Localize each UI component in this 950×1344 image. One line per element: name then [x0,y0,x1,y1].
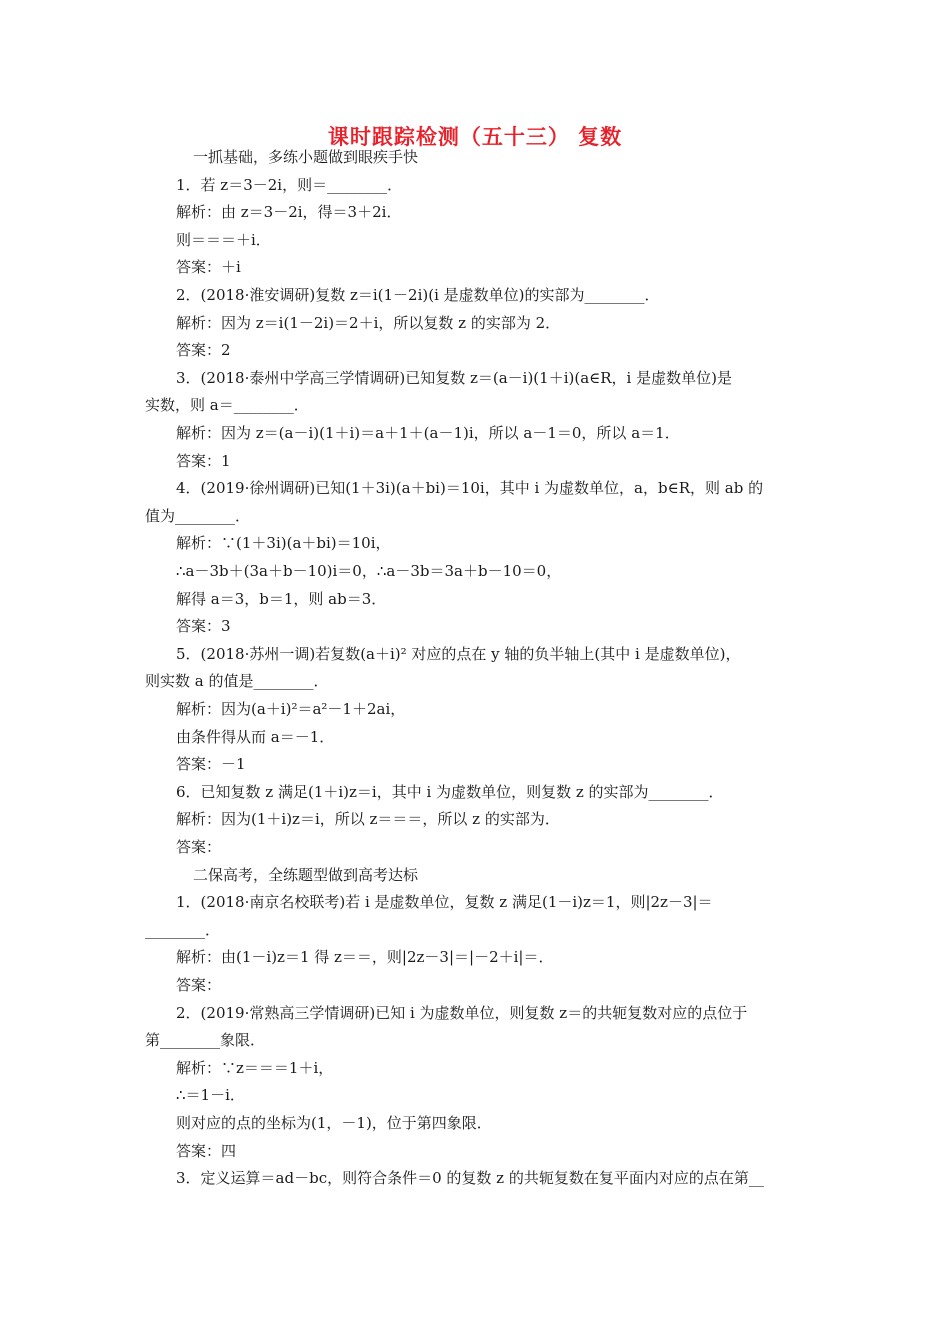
question-line: 4．(2019·徐州调研)已知(1＋3i)(a＋bi)＝10i，其中 i 为虚数单位，a，b∈R，则 ab 的 [176,479,764,498]
section-heading: 一抓基础，多练小题做到眼疾手快 [193,148,419,166]
question-line: 1．若 z＝3－2i，则＝________． [176,175,403,194]
question-line: ________． [145,920,221,939]
solution-line: 解析：因为(a＋i)²＝a²－1＋2ai， [176,700,406,718]
answer-line: 答案：－1 [176,755,246,774]
solution-line: 则＝＝＝＋i． [176,230,271,249]
answer-line: 答案：2 [176,341,231,360]
answer-line: 答案： [176,838,222,856]
question-line: 实数，则 a＝________． [145,396,309,415]
question-line: 则实数 a 的值是________． [145,672,329,691]
solution-line: 解析：∵z＝＝＝1＋i， [176,1058,334,1077]
solution-line: 解析：由(1－i)z＝1 得 z＝＝，则|2z－3|＝|－2＋i|＝． [176,948,554,967]
solution-line: 解得 a＝3，b＝1，则 ab＝3． [176,589,387,608]
solution-line: 由条件得从而 a＝－1． [176,727,335,746]
document-title: 课时跟踪检测（五十三） 复数 [327,125,623,149]
answer-line: 答案：1 [176,451,231,470]
question-line: 1．(2018·南京名校联考)若 i 是虚数单位，复数 z 满足(1－i)z＝1，则|2z－3|＝ [176,893,713,912]
solution-line: 则对应的点的坐标为(1，－1)，位于第四象限． [176,1114,492,1132]
solution-line: 解析：因为 z＝i(1－2i)＝2＋i，所以复数 z 的实部为 2． [176,313,561,332]
solution-line: ∴＝1－i． [176,1086,245,1105]
question-line: 3．定义运算＝ad－bc，则符合条件＝0 的复数 z 的共轭复数在复平面内对应的点在第__ [176,1169,764,1188]
section-heading: 二保高考，全练题型做到高考达标 [193,865,419,884]
solution-line: ∴a－3b＋(3a＋b－10)i＝0，∴a－3b＝3a＋b－10＝0， [176,562,562,580]
question-line: 2．(2019·常熟高三学情调研)已知 i 为虚数单位，则复数 z＝的共轭复数对应的点位于 [176,1003,748,1022]
question-line: 3．(2018·泰州中学高三学情调研)已知复数 z＝(a－i)(1＋i)(a∈R，i 是虚数单位)是 [176,368,732,387]
answer-line: 答案：＋i [176,258,241,277]
solution-line: 解析：因为(1＋i)z＝i，所以 z＝＝＝，所以 z 的实部为． [176,810,560,829]
answer-line: 答案： [176,976,222,994]
solution-line: 解析：因为 z＝(a－i)(1＋i)＝a＋1＋(a－1)i，所以 a－1＝0，所以 a＝1． [176,424,680,442]
question-line: 5．(2018·苏州一调)若复数(a＋i)² 对应的点在 y 轴的负半轴上(其中 i 是虚数单位)， [176,644,741,663]
solution-line: 解析：由 z＝3－2i，得＝3＋2i． [176,203,402,222]
answer-line: 答案：3 [176,617,231,636]
question-line: 2．(2018·淮安调研)复数 z＝i(1－2i)(i 是虚数单位)的实部为________． [176,286,660,304]
answer-line: 答案：四 [176,1141,237,1160]
question-line: 6．已知复数 z 满足(1＋i)z＝i，其中 i 为虚数单位，则复数 z 的实部为________． [176,782,724,801]
question-line: 值为________． [145,506,251,525]
solution-line: 解析：∵(1＋3i)(a＋bi)＝10i， [176,534,391,553]
question-line: 第________象限． [145,1031,266,1050]
